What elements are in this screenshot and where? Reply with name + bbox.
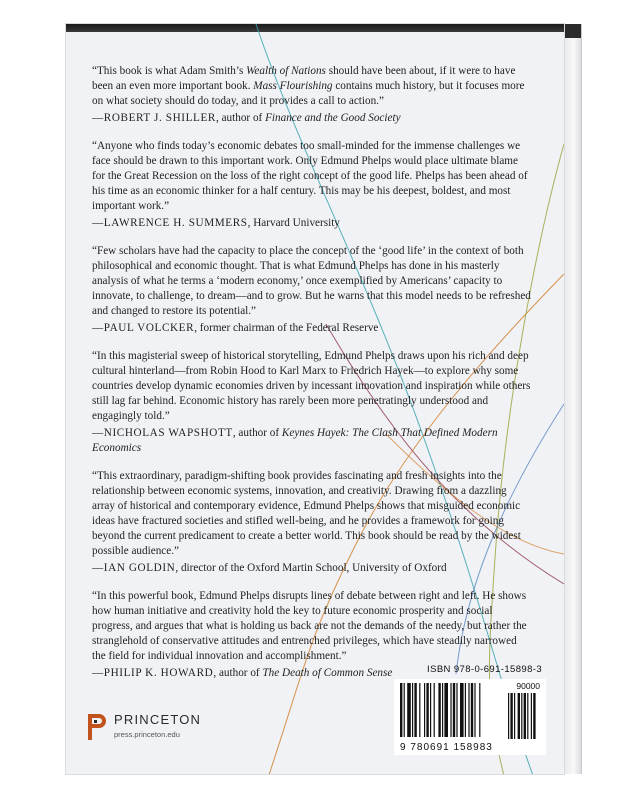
quote-text: should have been about, if it were to have been an even more important book. [92,65,516,92]
endorser-role: , director of the Oxford Martin School, University of Oxford [175,562,447,574]
endorser-work: Keynes Hayek: The Clash That Defined Modern Economics [92,427,498,454]
back-cover [66,24,564,774]
barcode-panel [394,679,546,755]
endorser-work: Finance and the Good Society [265,112,401,124]
blurb-shiller [92,64,532,126]
endorser-role: , author of [232,427,282,439]
publisher-logo [86,712,201,742]
endorser-name: —PHILIP K. HOWARD [92,667,214,679]
endorser-work: The Death of Common Sense [262,667,393,679]
endorser-role: , former chairman of the Federal Reserve [194,322,379,334]
price-code: 90000 [516,681,540,691]
blurb-quote: “In this powerful book, Edmund Phelps disrupts lines of debate between right and left. He shows how human initiative and creativity hold the key to future economic prosperity and social progress, and argues that what is holding us back are not the demands of the needy, but rather the stranglehold of conservative attitudes and entrenched privileges, which have steadily narrowed the field for individual innovation and accomplishment.” [92,590,527,662]
princeton-p-icon [86,712,108,742]
blurb-quote: “Anyone who finds today’s economic debates too small-minded for the immense challenges we face should be drawn to this important work. Only Edmund Phelps would place ultimate blame for the Great Recession on the loss of the right concept of the good life. Phelps has been ahead of his time as an economic thinker for a half century. This may be his deepest, boldest, and most important work.” [92,140,528,212]
barcode-bars-icon [394,679,546,741]
endorser-name: —IAN GOLDIN [92,562,176,574]
quote-text: contains much history, but it focuses more on what society should do today, and it provides a call to action.” [92,80,525,107]
blurb-attribution [92,561,532,576]
endorser-name: —NICHOLAS WAPSHOTT [92,427,233,439]
blurb-attribution [92,426,532,456]
blurb-summers [92,139,532,231]
blurb-goldin [92,469,532,576]
blurb-quote: “Few scholars have had the capacity to place the concept of the ‘good life’ in the context of both philosophical and economic thought. That is what Edmund Phelps has done in his masterly analysis of what he terms a ‘modern economy,’ once exemplified by Americans’ capacity to innovate, to challenge, to dream—and to grow. But he warns that this model needs to be refreshed and changed to restore its potential.” [92,245,531,317]
spine-top-band [563,24,581,38]
endorser-role: , author of [213,667,263,679]
publisher-text [114,712,201,739]
quote-title: Mass Flourishing [253,80,333,92]
endorser-role: , Harvard University [247,217,340,229]
ean-number: 9 780691 158983 [400,742,493,753]
endorser-name: —ROBERT J. SHILLER [92,112,216,124]
blurb-wapshott [92,349,532,456]
blurb-quote: “This extraordinary, paradigm-shifting book provides fascinating and fresh insights into the relationship between economic systems, innovation, and creativity. Drawing from a dazzling array of historical and contemporary evidence, Edmund Phelps shows that misguided economic ideas have fractured societies and stifled well-being, and he provides a framework for going beyond the current predicament to create a better world. This book should be read by the widest possible audience.” [92,470,521,557]
quote-title: Wealth of Nations [246,65,326,77]
quote-text: “This book is what Adam Smith’s [92,65,247,77]
publisher-url: press.princeton.edu [114,730,180,739]
endorser-role: , author of [215,112,266,124]
blurb-attribution [92,111,532,126]
blurb-attribution [92,321,532,336]
blurb-quote: “In this magisterial sweep of historical storytelling, Edmund Phelps draws upon his rich and deep cultural hinterland—from Robin Hood to Karl Marx to Friedrich Hayek—to explore why some countries develop dynamic economies driven by incessant innovation and inspiration while others still lag far behind. Economic history has rarely been more penetratingly understood and engagingly told.” [92,350,531,422]
isbn-text: ISBN 978-0-691-15898-3 [427,664,542,675]
book-spine [563,24,581,774]
endorser-name: —LAWRENCE H. SUMMERS [92,217,248,229]
blurb-quote [92,64,532,109]
blurb-volcker [92,244,532,336]
barcode-area [394,664,546,756]
endorser-name: —PAUL VOLCKER [92,322,195,334]
blurb-attribution [92,216,532,231]
publisher-name: PRINCETON [114,712,202,727]
blurb-list [92,64,532,694]
